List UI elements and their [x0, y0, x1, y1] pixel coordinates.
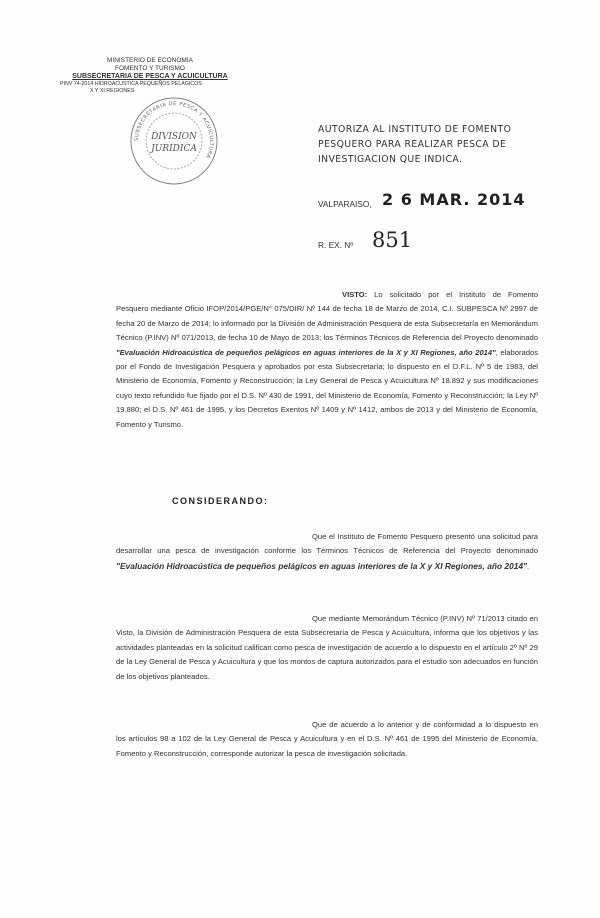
resolution-label: R. EX. Nº — [318, 240, 354, 250]
p1-text-1: Que el Instituto de Fomento Pesquero presentó una solicitud para desarrollar una pesca de investigación conforme los Términos Técnicos de Referencia del Proyecto denominado — [116, 532, 538, 556]
letterhead-ministry-sub: FOMENTO Y TURISMO — [115, 65, 185, 72]
p1-project-name: "Evaluación Hidroacústica de pequeños pelágicos en aguas interiores de la X y XI Regiones, año 2014" — [116, 560, 528, 571]
letterhead-reference-regions: X Y XI REGIONES — [90, 88, 135, 94]
stamp-line1: DIVISION — [151, 132, 197, 142]
considerando-heading: CONSIDERANDO: — [172, 496, 269, 506]
letterhead-subsecretaria: SUBSECRETARIA DE PESCA Y ACUICULTURA — [72, 73, 228, 80]
resolution-number: 851 — [372, 228, 413, 252]
visto-project-name: "Evaluación Hidroacústica de pequeños pelágicos en aguas interiores de la X y XI Regiones, año 2014" — [116, 347, 496, 357]
considerando-paragraph-2: Que mediante Memorándum Técnico (P.INV) Nº 71/2013 citado en Visto, la División de Administración Pesquera de esta Subsecretaría de Pesca y Acuicultura, informa que los objetivos y las actividades planteadas en la solicitud califican como pesca de investigación de acuerdo a lo dispuesto en el artículo 2º Nº 29 de la Ley General de Pesca y Acuicultura y que los montos de captura autorizados para el estudio son adecuados en función de los objetivos planteados. — [116, 614, 538, 681]
place-label: VALPARAISO, — [318, 199, 372, 209]
considerando-paragraph-1 — [116, 530, 538, 574]
letterhead-ministry: MINISTERIO DE ECONOMIA — [107, 57, 193, 64]
visto-text-1: Lo solicitado por el Instituto de Fomento Pesquero mediante Oficio IFOP/2014/PGE/N° 075/DIR/ Nº 144 de fecha 18 de Marzo de 2014, C.I. SUBPESCA Nº 2997 de fecha 20 de Marzo de 2014; lo informado por la División de Administración Pesquera de esta Subsecretaría en Memorándum Técnico (P.INV) Nº 071/2013, de fecha 10 de Mayo de 2013; los Términos Técnicos de Referencia del Proyecto denominado — [116, 290, 538, 343]
visto-text-2: , elaborados por el Fondo de Investigación Pesquera y aprobados por esta Subsecretaría; lo dispuesto en el D.F.L. Nº 5 de 1983, del Ministerio de Economía, Fomento y Reconstrucción; la Ley General de Pesca y Acuicultura Nº 18.892 y sus modificaciones cuyo texto refundido fue fijado por el D.S. Nº 430 de 1991, del Ministerio de Economía, Fomento y Reconstrucción; la Ley Nº 19.880; el D.S. Nº 461 de 1995, y los Decretos Exentos Nº 1409 y Nº 1412, ambos de 2013 y del Ministerio de Economía, Fomento y Turismo. — [116, 347, 539, 429]
division-juridica-stamp — [128, 95, 220, 187]
resolution-title: AUTORIZA AL INSTITUTO DE FOMENTO PESQUERO PARA REALIZAR PESCA DE INVESTIGACION QUE INDICA. — [318, 124, 512, 165]
letterhead — [60, 57, 240, 95]
considerando-paragraph-3: Que de acuerdo a lo anterior y de conformidad a lo dispuesto en los artículos 98 a 102 de la Ley General de Pesca y Acuicultura y en el D.S. Nº 461 de 1995 del Ministerio de Economía, Fomento y Reconstrucción, corresponde autorizar la pesca de investigación solicitada. — [116, 720, 538, 758]
visto-paragraph — [116, 288, 538, 432]
letterhead-reference: PINV 74-2014 HIDROACUSTICA PEQUEÑOS PELAGICOS — [60, 81, 202, 87]
stamp-ring-text: SUBSECRETARIA DE PESCA Y ACUICULTURA — [133, 100, 215, 160]
p1-text-2: . — [527, 561, 530, 571]
date-stamp: 2 6 MAR. 2014 — [382, 190, 526, 209]
stamp-line2: JURIDICA — [151, 144, 197, 154]
visto-label: VISTO: — [342, 290, 368, 299]
